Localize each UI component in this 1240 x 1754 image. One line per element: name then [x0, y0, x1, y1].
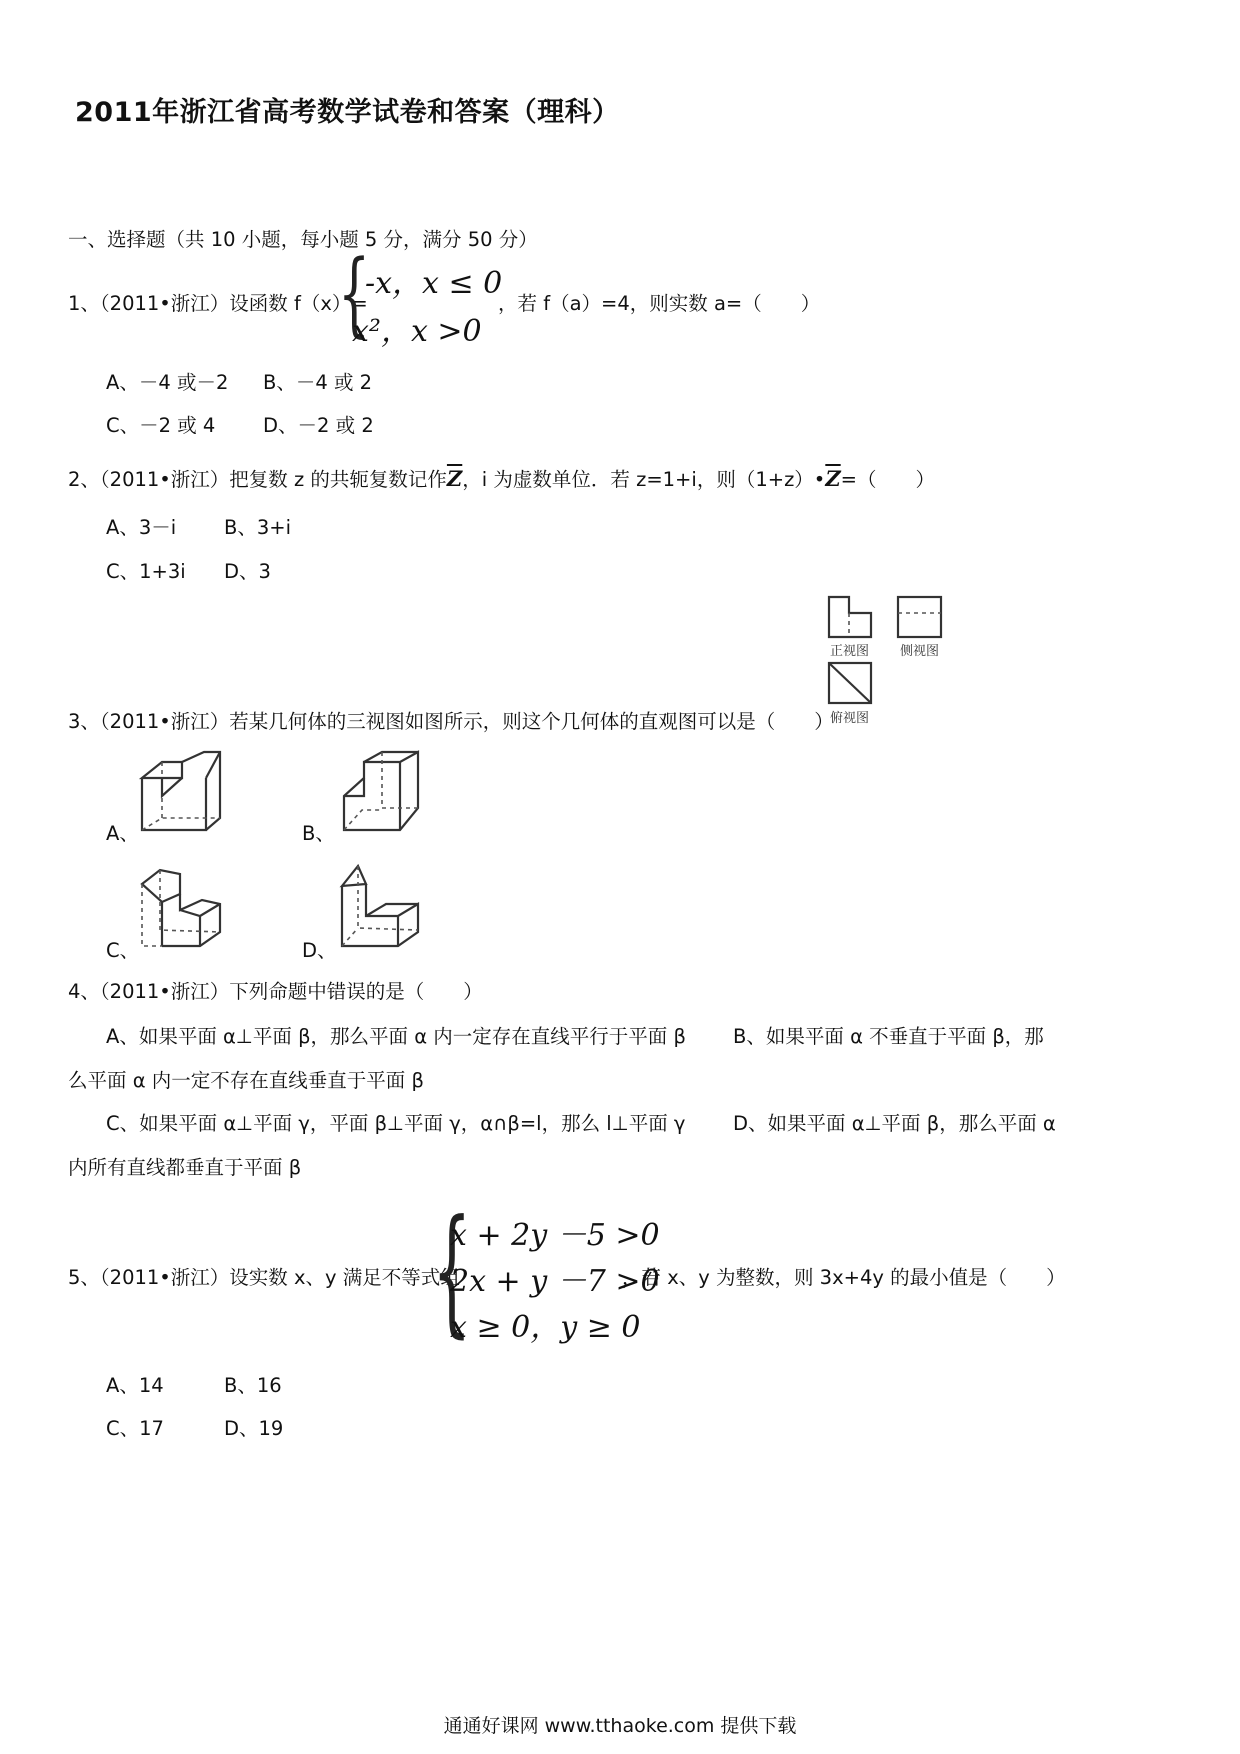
q5-brace-icon: { [432, 1190, 472, 1351]
q2-option-c: C、1+3i [106, 560, 186, 583]
q5-option-d: D、19 [224, 1417, 284, 1440]
q3-stem: 3、（2011•浙江）若某几何体的三视图如图所示，则这个几何体的直观图可以是（ ） [68, 710, 834, 733]
page-footer: 通通好课网 www.tthaoke.com 提供下载 [443, 1715, 797, 1737]
q1-option-c: C、－2 或 4 [106, 414, 216, 437]
q4-option-d-end: 内所有直线都垂直于平面 β [68, 1156, 302, 1179]
q1-option-a: A、－4 或－2 [106, 371, 229, 394]
front-view-shape [829, 597, 871, 637]
q1-stem-suffix: ，若 f（a）=4，则实数 a=（ ） [498, 292, 821, 315]
q2-stem-prefix: 2、（2011•浙江）把复数 z 的共轭复数记作 [68, 468, 447, 491]
q5-ineq-2: 2x + y －7 >0 [450, 1264, 660, 1299]
side-view-shape [898, 597, 941, 637]
q3-option-c-figure [132, 860, 227, 950]
q2-conj-z-2: $\overline{Z}$ [825, 466, 841, 491]
page-title: 2011年浙江省高考数学试卷和答案（理科） [75, 97, 620, 128]
q5-stem-suffix: ，若 x、y 为整数，则 3x+4y 的最小值是（ ） [622, 1266, 1066, 1289]
q2-stem-middle: ，i 为虚数单位．若 z=1+i，则（1+z）• [462, 468, 826, 491]
q3-option-d-figure [330, 860, 425, 950]
q2-option-b: B、3+i [224, 516, 292, 539]
q4-stem: 4、（2011•浙江）下列命题中错误的是（ ） [68, 980, 483, 1003]
q1-case-1: -x，x ≤ 0 [365, 266, 503, 301]
q4-option-b-end: 么平面 α 内一定不存在直线垂直于平面 β [68, 1069, 424, 1092]
q2-stem [68, 464, 935, 492]
q5-option-c: C、17 [106, 1417, 164, 1440]
top-view-shape [829, 663, 871, 703]
q1-option-d: D、－2 或 2 [263, 414, 374, 437]
q3-option-b-figure [330, 748, 425, 838]
section-header: 一、选择题（共 10 小题，每小题 5 分，满分 50 分） [68, 228, 538, 251]
q2-conj-z: $\overline{Z}$ [446, 466, 463, 491]
q3-option-b: B、 [302, 822, 335, 845]
side-view-label: 侧视图 [900, 644, 940, 659]
q5-stem-prefix: 5、（2011•浙江）设实数 x、y 满足不等式组 [68, 1266, 460, 1289]
q1-brace-icon: { [338, 240, 371, 347]
q2-option-a: A、3－i [106, 516, 177, 539]
front-view-label: 正视图 [830, 644, 870, 659]
q5-option-a: A、14 [106, 1374, 164, 1397]
q4-option-c: C、如果平面 α⊥平面 γ，平面 β⊥平面 γ，α∩β=l，那么 l⊥平面 γ [106, 1112, 686, 1135]
q5-option-b: B、16 [224, 1374, 282, 1397]
q4-option-d-start: D、如果平面 α⊥平面 β，那么平面 α [733, 1112, 1056, 1135]
q3-option-c: C、 [106, 939, 140, 962]
q1-case-2: x²，x >0 [352, 314, 482, 349]
q5-ineq-1: x + 2y －5 >0 [450, 1218, 660, 1253]
q4-option-b-start: B、如果平面 α 不垂直于平面 β，那 [733, 1025, 1044, 1048]
q1-stem-prefix: 1、（2011•浙江）设函数 f（x）= [68, 292, 368, 315]
q2-stem-suffix: =（ ） [840, 468, 935, 491]
q1-option-b: B、－4 或 2 [263, 371, 373, 394]
q2-option-d: D、3 [224, 560, 271, 583]
q5-ineq-3: x ≥ 0，y ≥ 0 [450, 1310, 641, 1345]
q4-option-a: A、如果平面 α⊥平面 β，那么平面 α 内一定存在直线平行于平面 β [106, 1025, 686, 1048]
q3-option-a: A、 [106, 822, 139, 845]
top-view-label: 俯视图 [830, 711, 870, 726]
q3-option-d: D、 [302, 939, 337, 962]
q3-option-a-figure [132, 748, 227, 838]
